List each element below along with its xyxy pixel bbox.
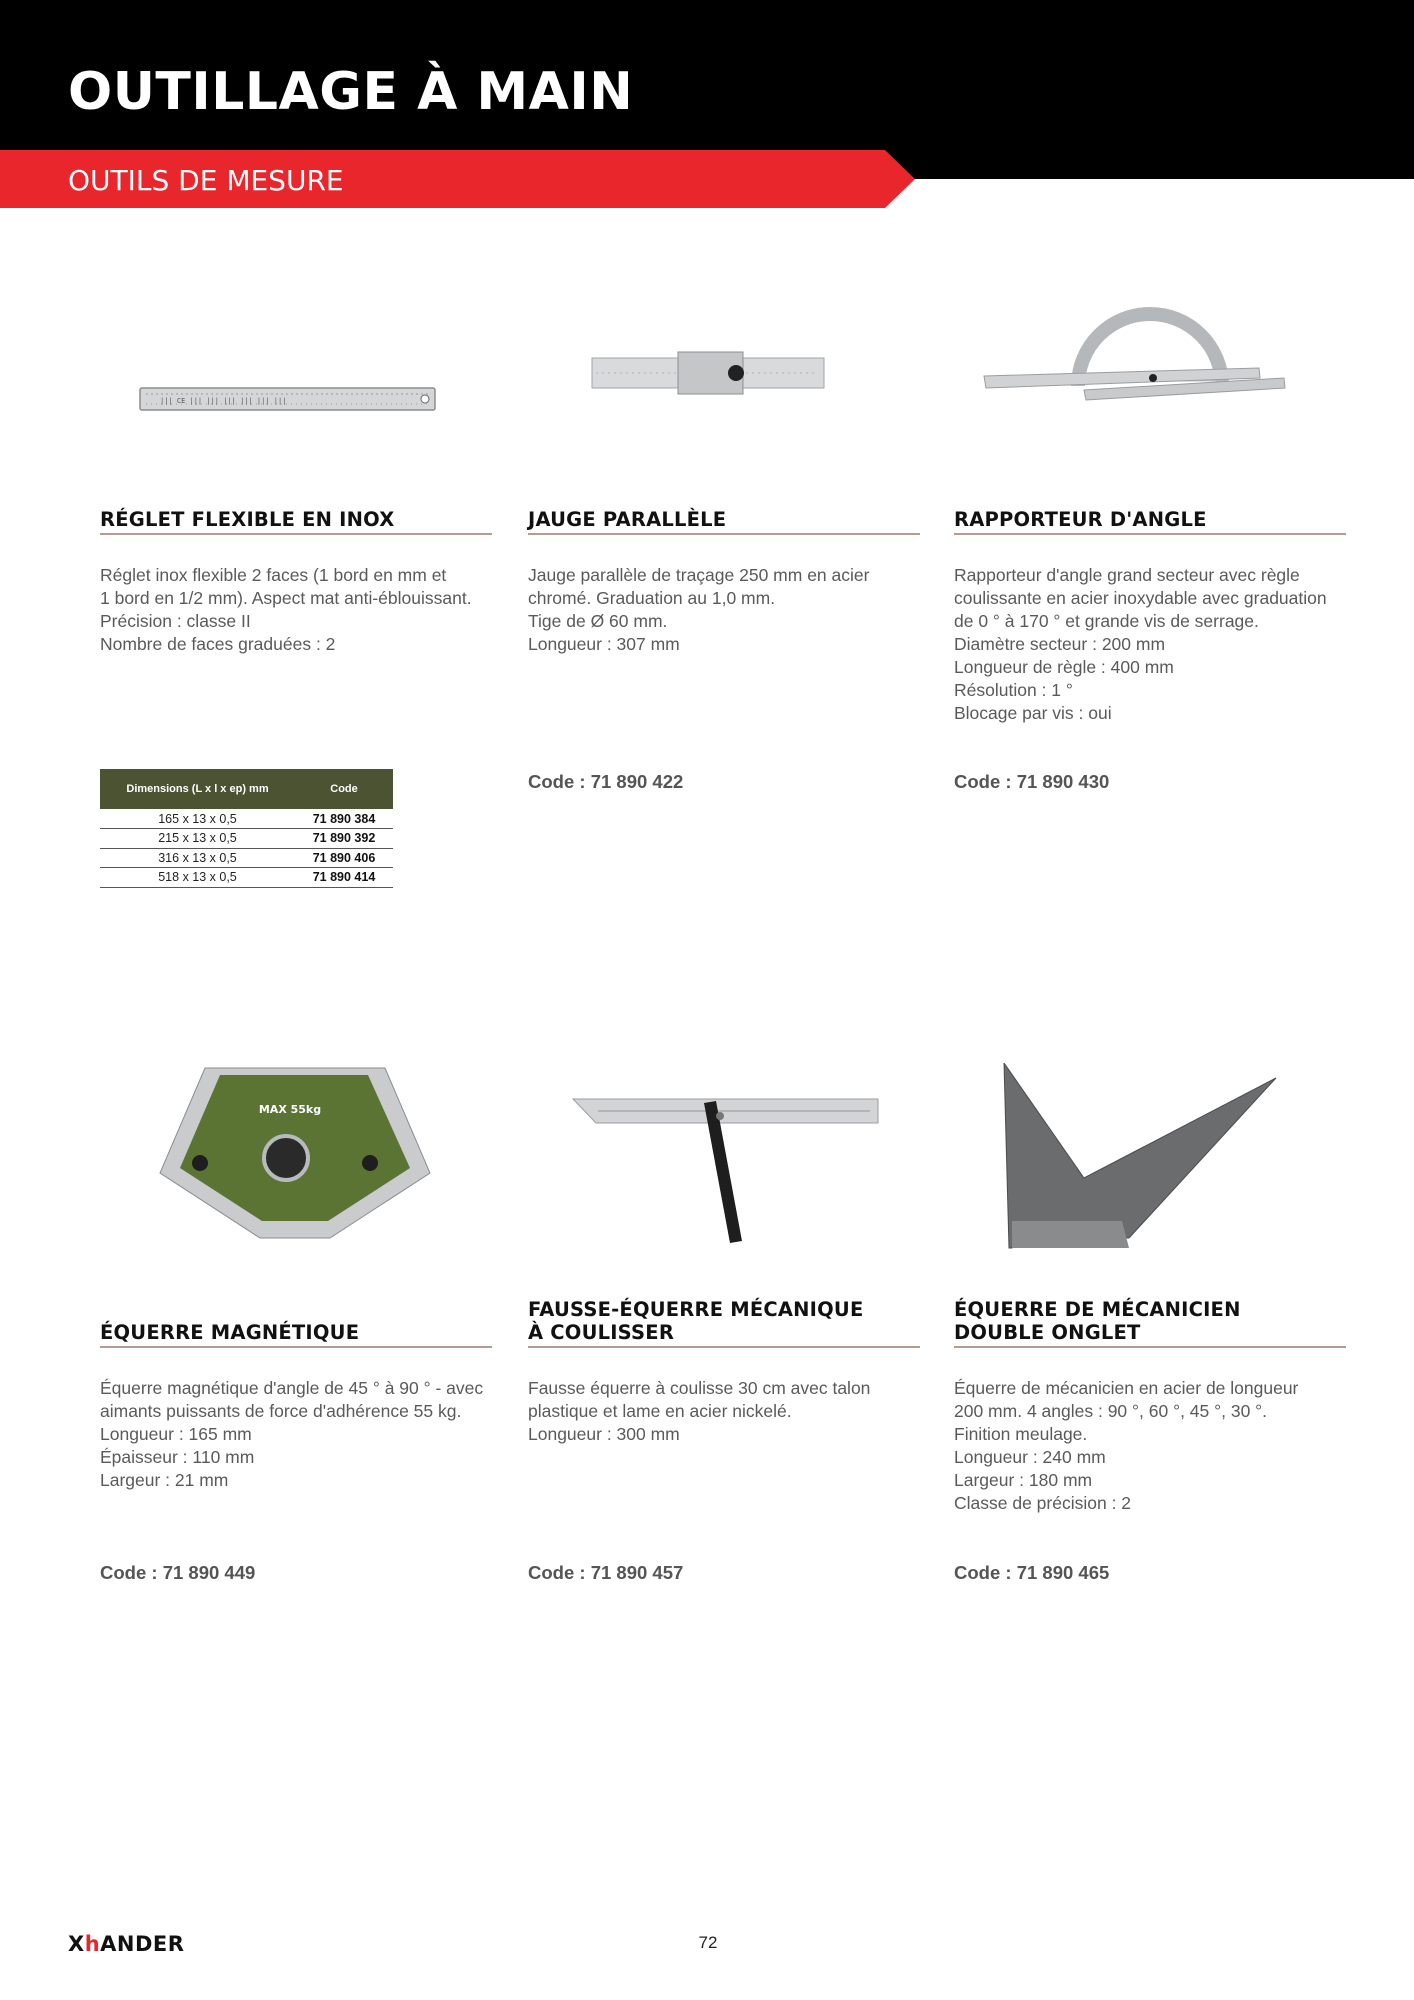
table-cell: 71 890 406 <box>295 848 393 868</box>
marking-gauge-image <box>528 290 920 490</box>
table-header-row <box>100 769 393 809</box>
product-code: Code : 71 890 430 <box>954 771 1110 792</box>
product-code: Code : 71 890 465 <box>954 1562 1110 1583</box>
table-row <box>100 868 393 888</box>
product-name: RÉGLET FLEXIBLE EN INOX <box>100 508 395 531</box>
table-row <box>100 809 393 829</box>
table-cell: 165 x 13 x 0,5 <box>100 809 295 829</box>
product-code: Code : 71 890 449 <box>100 1562 256 1583</box>
divider <box>954 1346 1346 1348</box>
table-row <box>100 848 393 868</box>
mechanic-square-image <box>954 1063 1346 1263</box>
magnetic-square-image <box>100 1063 492 1263</box>
product-name: ÉQUERRE MAGNÉTIQUE <box>100 1321 360 1344</box>
section-title: OUTILS DE MESURE <box>68 164 344 197</box>
product-name: ÉQUERRE DE MÉCANICIEN DOUBLE ONGLET <box>954 1298 1241 1344</box>
product-description: Fausse équerre à coulisse 30 cm avec talon plastique et lame en acier nickelé. Longueur : 300 mm <box>528 1378 871 1444</box>
product-name: FAUSSE-ÉQUERRE MÉCANIQUE À COULISSER <box>528 1298 864 1344</box>
column-header: Dimensions (L x l x ep) mm <box>100 769 295 809</box>
ruler-image <box>100 290 492 490</box>
sliding-bevel-image <box>528 1063 920 1263</box>
capacity-label: MAX 55kg <box>258 1103 322 1116</box>
product-name: JAUGE PARALLÈLE <box>528 508 727 531</box>
table-cell: 71 890 384 <box>295 809 393 829</box>
column-header: Code <box>295 769 393 809</box>
table-cell: 71 890 414 <box>295 868 393 888</box>
page-title: OUTILLAGE À MAIN <box>68 62 634 122</box>
table-row <box>100 829 393 849</box>
divider <box>100 533 492 535</box>
product-description: Rapporteur d'angle grand secteur avec règle coulissante en acier inoxydable avec graduation de 0 ° à 170 ° et grande vis de serrage. Diamètre secteur : 200 mm Longueur de règle : 400 mm Résolution : 1 ° Blocage par vis : oui <box>954 565 1327 723</box>
divider <box>100 1346 492 1348</box>
product-description: Équerre magnétique d'angle de 45 ° à 90 ° - avec aimants puissants de force d'adhérence 55 kg. Longueur : 165 mm Épaisseur : 110 mm Largeur : 21 mm <box>100 1378 484 1490</box>
product-description: Réglet inox flexible 2 faces (1 bord en mm et 1 bord en 1/2 mm). Aspect mat anti-éblouissant. Précision : classe II Nombre de faces graduées : 2 <box>100 565 472 654</box>
brand-logo: XhANDER <box>68 1932 185 1956</box>
table-cell: 518 x 13 x 0,5 <box>100 868 295 888</box>
divider <box>954 533 1346 535</box>
product-description: Jauge parallèle de traçage 250 mm en acier chromé. Graduation au 1,0 mm. Tige de Ø 60 mm. Longueur : 307 mm <box>528 565 870 654</box>
table-cell: 316 x 13 x 0,5 <box>100 848 295 868</box>
table-cell: 215 x 13 x 0,5 <box>100 829 295 849</box>
product-description: Équerre de mécanicien en acier de longueur 200 mm. 4 angles : 90 °, 60 °, 45 °, 30 °. Finition meulage. Longueur : 240 mm Largeur : 180 mm Classe de précision : 2 <box>954 1378 1299 1513</box>
page-number: 72 <box>698 1933 718 1952</box>
table-cell: 71 890 392 <box>295 829 393 849</box>
divider <box>528 1346 920 1348</box>
product-name: RAPPORTEUR D'ANGLE <box>954 508 1207 531</box>
svg-text:||| CE ||| ||| ||| ||| ||| |||: ||| CE ||| ||| ||| ||| ||| ||| <box>160 397 287 405</box>
divider <box>528 533 920 535</box>
product-code: Code : 71 890 422 <box>528 771 684 792</box>
product-code: Code : 71 890 457 <box>528 1562 684 1583</box>
protractor-image <box>954 290 1346 490</box>
dimensions-table <box>100 769 393 888</box>
